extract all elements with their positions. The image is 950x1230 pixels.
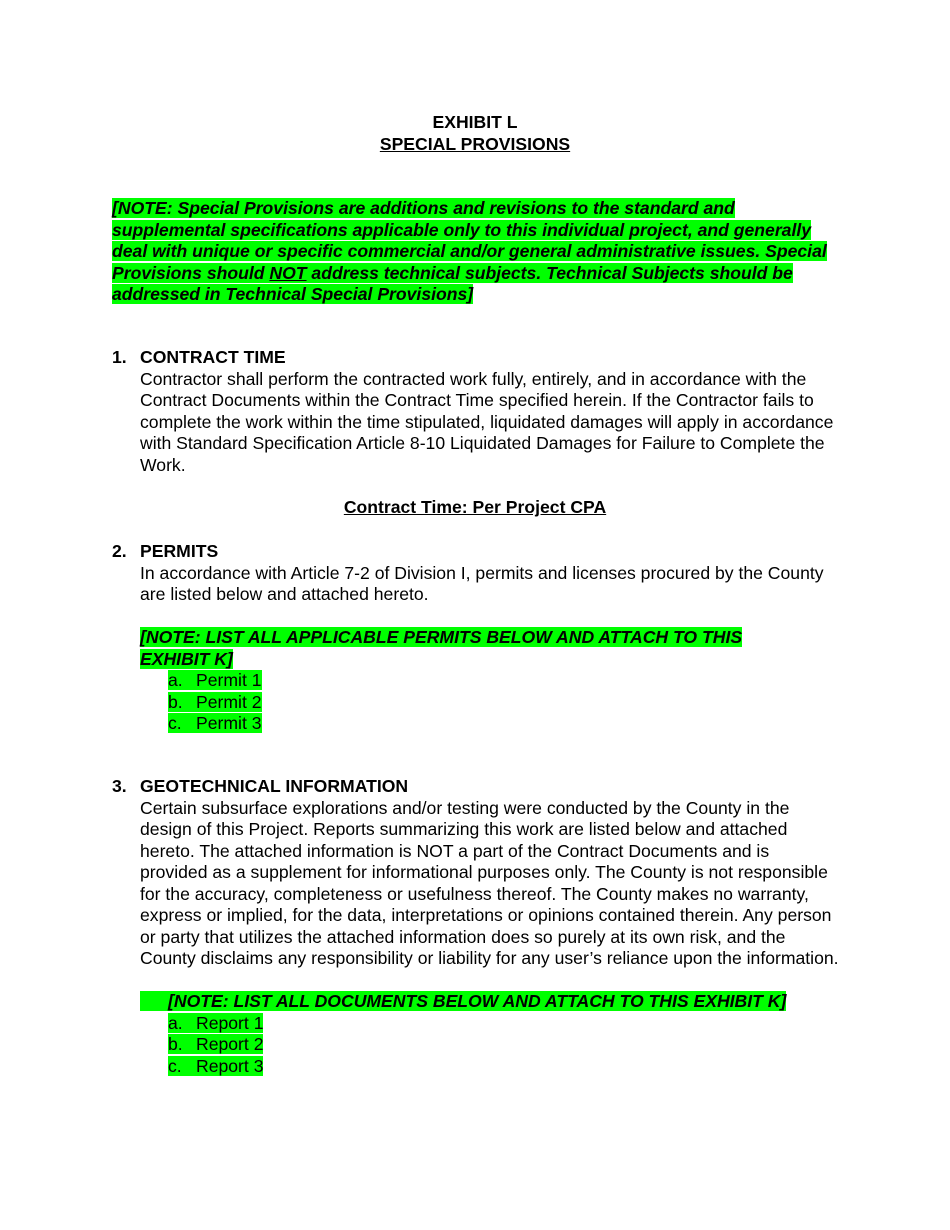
list-item-label: Report 2 bbox=[196, 1034, 264, 1054]
contract-time-line bbox=[0, 497, 950, 519]
section-number: 2. bbox=[112, 541, 127, 561]
section-title: GEOTECHNICAL INFORMATION bbox=[140, 776, 409, 796]
list-item bbox=[168, 713, 842, 735]
section-body: Certain subsurface explorations and/or testing were conducted by the County in the design of this Project. Reports summarizing this work are listed below and attached hereto. The attached information is NOT a part of the Contract Documents and is provided as a supplement for informational purposes only. The County is not responsible for the accuracy, completeness or usefulness thereof. The County makes no warranty, express or implied, for the data, interpretations or opinions contained therein. Any person or party that utilizes the attached information does so purely at its own risk, and the County disclaims any responsibility or liability for any user’s reliance upon the information. bbox=[140, 797, 839, 968]
section-heading bbox=[112, 776, 842, 798]
permits-note-text: [NOTE: LIST ALL APPLICABLE PERMITS BELOW AND ATTACH TO THIS EXHIBIT K] bbox=[140, 627, 743, 669]
section-heading bbox=[112, 541, 842, 563]
list-item-letter: b. bbox=[168, 1034, 183, 1054]
list-item-label: Permit 1 bbox=[196, 670, 262, 690]
document-header bbox=[0, 112, 950, 155]
documents-note-text: [NOTE: LIST ALL DOCUMENTS BELOW AND ATTACH TO THIS EXHIBIT K] bbox=[140, 991, 786, 1011]
list-item-label: Permit 2 bbox=[196, 691, 262, 712]
documents-note bbox=[140, 991, 845, 1013]
list-item-label: Report 1 bbox=[196, 1012, 264, 1033]
permits-list bbox=[112, 670, 842, 735]
section-permits bbox=[112, 541, 842, 735]
documents-list bbox=[112, 1013, 842, 1078]
intro-note-emphasis: NOT bbox=[269, 262, 307, 283]
intro-note bbox=[112, 198, 832, 306]
list-item bbox=[168, 1013, 842, 1035]
list-item-label: Permit 3 bbox=[196, 713, 262, 733]
list-item-letter: b. bbox=[168, 691, 183, 712]
list-item bbox=[168, 1056, 842, 1078]
exhibit-label: EXHIBIT L bbox=[432, 112, 518, 132]
section-number: 3. bbox=[112, 776, 127, 796]
section-body: In accordance with Article 7-2 of Division I, permits and licenses procured by the County are listed below and attached hereto. bbox=[140, 562, 824, 604]
list-item bbox=[168, 670, 842, 692]
list-item-label: Report 3 bbox=[196, 1055, 264, 1076]
section-title: PERMITS bbox=[140, 541, 219, 561]
section-title: CONTRACT TIME bbox=[140, 347, 286, 367]
list-item bbox=[168, 1034, 842, 1056]
permits-note bbox=[140, 627, 800, 670]
intro-note-part1: [NOTE: Special Provisions are additions and revisions to the standard and supplemental specifications applicable only to this individual project, and generally deal with unique or specific commercial and/or general administrative issues. Special Provisions should bbox=[112, 198, 827, 283]
list-item-letter: a. bbox=[168, 670, 183, 690]
list-item-letter: a. bbox=[168, 1012, 183, 1033]
section-contract-time bbox=[112, 347, 842, 476]
contract-time-text: Contract Time: Per Project CPA bbox=[343, 497, 607, 517]
list-item bbox=[168, 692, 842, 714]
section-number: 1. bbox=[112, 347, 127, 367]
section-geotechnical bbox=[112, 776, 842, 1077]
intro-note-part2: address technical subjects. Technical Subjects should be addressed in Technical Special Provisions] bbox=[112, 262, 793, 304]
document-title: SPECIAL PROVISIONS bbox=[379, 133, 571, 154]
section-heading bbox=[112, 347, 842, 369]
list-item-letter: c. bbox=[168, 713, 182, 733]
list-item-letter: c. bbox=[168, 1055, 182, 1076]
section-body: Contractor shall perform the contracted work fully, entirely, and in accordance with the Contract Documents within the Contract Time specified herein. If the Contractor fails to complete the work within the time stipulated, liquidated damages will apply in accordance with Standard Specification Article 8-10 Liquidated Damages for Failure to Complete the Work. bbox=[140, 368, 834, 475]
